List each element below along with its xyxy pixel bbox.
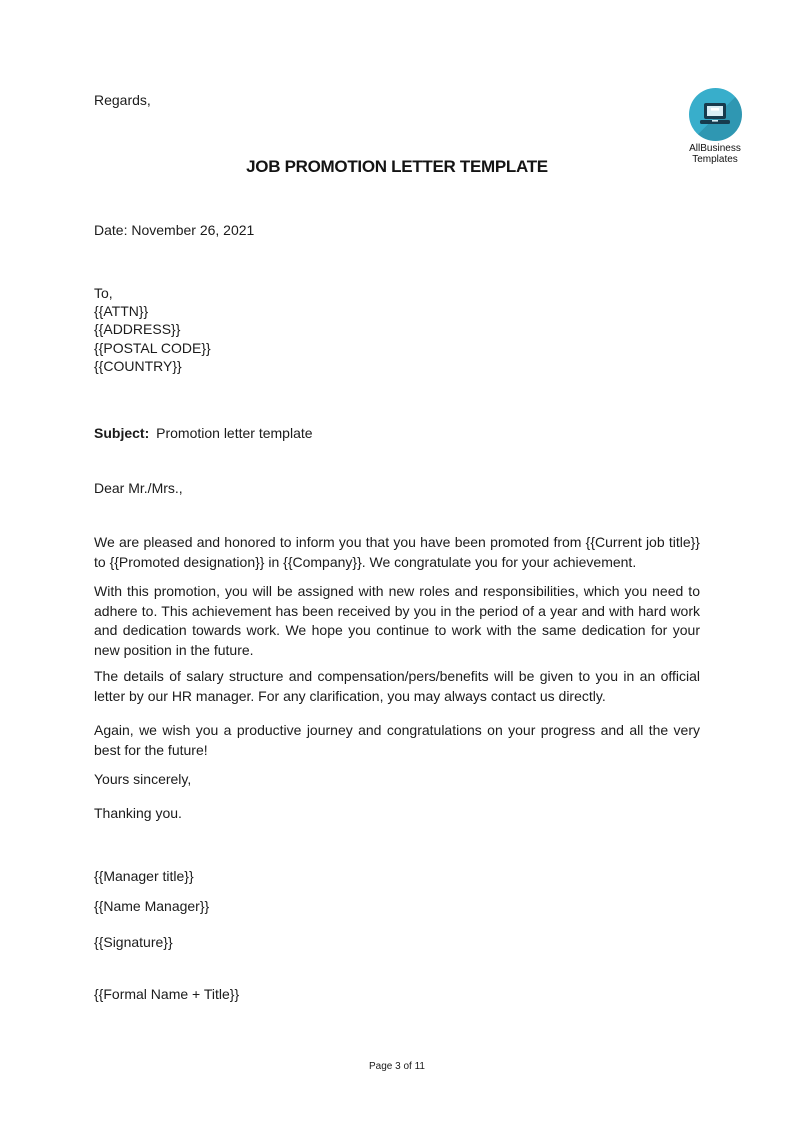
subject-line xyxy=(94,424,700,443)
salutation: Dear Mr./Mrs., xyxy=(94,480,183,496)
page-number-footer: Page 3 of 11 xyxy=(369,1061,425,1072)
laptop-icon xyxy=(695,100,735,130)
body-paragraph-4: Again, we wish you a productive journey and congratulations on your progress and all the very best for the future! xyxy=(94,722,700,758)
recipient-postal-code-placeholder: {{POSTAL CODE}} xyxy=(94,339,211,356)
subject-label: Subject: xyxy=(94,425,150,441)
manager-title-placeholder: {{Manager title}} xyxy=(94,868,194,884)
logo-circle xyxy=(689,88,742,141)
closing-sincerely: Yours sincerely, xyxy=(94,771,192,787)
name-manager-placeholder: {{Name Manager}} xyxy=(94,898,210,914)
recipient-to: To, xyxy=(94,285,113,301)
regards-line: Regards, xyxy=(94,92,151,108)
signature-placeholder: {{Signature}} xyxy=(94,934,173,950)
date-line: Date: November 26, 2021 xyxy=(94,222,255,238)
closing-thanking: Thanking you. xyxy=(94,805,182,821)
allbusiness-logo xyxy=(686,88,744,165)
formal-name-placeholder: {{Formal Name + Title}} xyxy=(94,986,240,1002)
body-paragraph-3: The details of salary structure and compensation/pers/benefits will be given to you in an official letter by our HR manager. For any clarification, you may always contact us directly. xyxy=(94,668,700,704)
recipient-country-placeholder: {{COUNTRY}} xyxy=(94,357,182,374)
recipient-attn-placeholder: {{ATTN}} xyxy=(94,303,149,320)
body-paragraph-1: We are pleased and honored to inform you that you have been promoted from {{Current job title}} to {{Promoted designation}} in {{Company}}. We congratulate you for your achievement. xyxy=(94,534,700,570)
body-paragraph-2: With this promotion, you will be assigned with new roles and responsibilities, which you need to adhere to. This achievement has been received by you in the period of a year and with hard work and dedication towards work. We hope you continue to work with the same dedication for your new position in the future. xyxy=(94,583,700,659)
recipient-address-placeholder: {{ADDRESS}} xyxy=(94,321,181,338)
recipient-block xyxy=(94,284,700,375)
logo-caption-line2: Templates xyxy=(692,154,738,165)
subject-text: Promotion letter template xyxy=(156,425,313,441)
logo-caption-line1: AllBusiness xyxy=(689,143,741,154)
page-title: JOB PROMOTION LETTER TEMPLATE xyxy=(246,157,548,176)
